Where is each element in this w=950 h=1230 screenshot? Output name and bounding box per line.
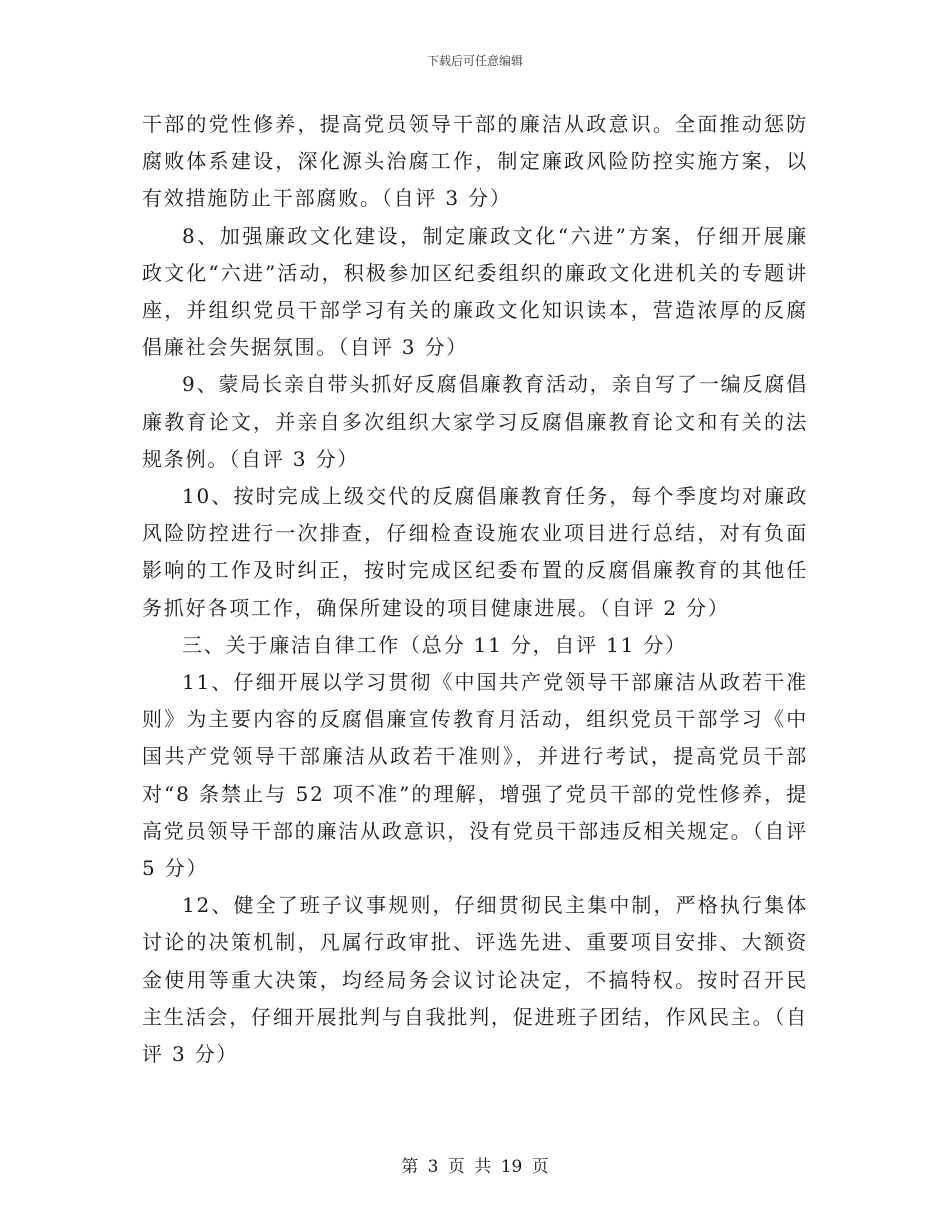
paragraph-continuation: 干部的党性修养，提高党员领导干部的廉洁从政意识。全面推动惩防腐败体系建设，深化源头治腐工作，制定廉政风险防控实施方案，以有效措施防止干部腐败。（自评 3 分） — [142, 112, 808, 211]
section-heading-3: 三、关于廉洁自律工作（总分 11 分，自评 11 分） — [182, 632, 687, 657]
paragraph-item-10: 10、按时完成上级交代的反腐倡廉教育任务，每个季度均对廉政风险防控进行一次排查，仔细检查设施农业项目进行总结，对有负面影响的工作及时纠正，按时完成区纪委布置的反腐倡廉教育的其他任务抓好各项工作，确保所建设的项目健康进展。（自评 2 分） — [142, 484, 808, 620]
paragraph-item-12: 12、健全了班子议事规则，仔细贯彻民主集中制，严格执行集体讨论的决策机制，凡属行政审批、评选先进、重要项目安排、大额资金使用等重大决策，均经局务会议讨论决定，不搞特权。按时召开民主生活会，仔细开展批判与自我批判，促进班子团结，作风民主。（自评 3 分） — [142, 893, 808, 1067]
document-body — [142, 106, 808, 1073]
page-header: 下载后可任意编辑 — [426, 54, 523, 68]
paragraph-item-8: 8、加强廉政文化建设，制定廉政文化“六进”方案，仔细开展廉政文化“六进”活动，积极参加区纪委组织的廉政文化进机关的专题讲座，并组织党员干部学习有关的廉政文化知识读本，营造浓厚的反腐倡廉社会失据氛围。（自评 3 分） — [142, 223, 808, 360]
paragraph-item-9: 9、蒙局长亲自带头抓好反腐倡廉教育活动，亲自写了一编反腐倡廉教育论文，并亲自多次组织大家学习反腐倡廉教育论文和有关的法规条例。（自评 3 分） — [142, 372, 808, 471]
page-footer: 第 3 页 共 19 页 — [401, 1157, 549, 1177]
paragraph-item-11: 11、仔细开展以学习贯彻《中国共产党领导干部廉洁从政若干准则》为主要内容的反腐倡廉宣传教育月活动，组织党员干部学习《中国共产党领导干部廉洁从政若干准则》，并进行考试，提高党员干部对“8 条禁止与 52 项不准”的理解，增强了党员干部的党性修养，提高党员领导干部的廉洁从政意识，没有党员干部违反相关规定。（自评 5 分） — [142, 670, 808, 881]
